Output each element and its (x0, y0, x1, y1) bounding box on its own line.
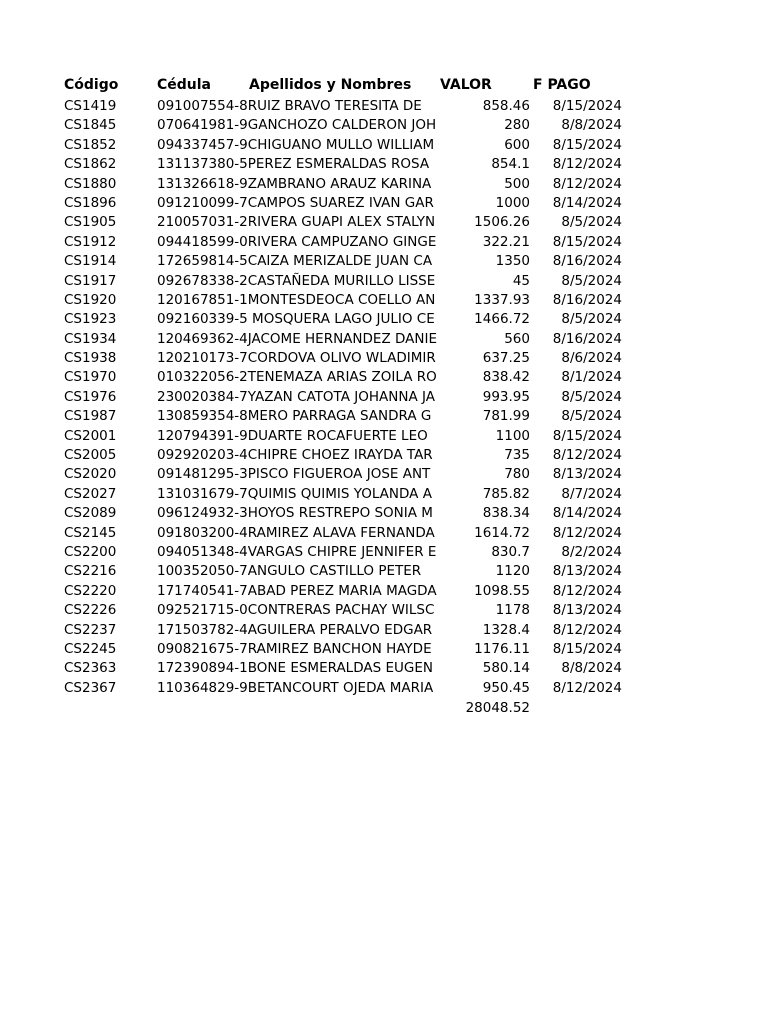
cedula-nombre-cell[interactable]: 070641981-9GANCHOZO CALDERON JOH (157, 117, 437, 134)
valor-cell[interactable]: 1337.93 (474, 291, 530, 308)
valor-cell[interactable]: 950.45 (482, 679, 530, 696)
fecha-cell[interactable]: 8/14/2024 (552, 505, 622, 522)
codigo-cell[interactable]: CS1912 (64, 233, 117, 250)
fecha-cell[interactable]: 8/5/2024 (561, 214, 622, 231)
fecha-cell[interactable]: 8/12/2024 (552, 175, 622, 192)
fecha-cell[interactable]: 8/16/2024 (552, 253, 622, 270)
header-codigo[interactable]: Código (64, 77, 119, 93)
cedula-nombre-cell[interactable]: 100352050-7ANGULO CASTILLO PETER (157, 563, 422, 580)
table-row (0, 194, 768, 213)
cedula-nombre-cell[interactable]: 090821675-7RAMIREZ BANCHON HAYDE (157, 640, 432, 657)
cedula-nombre-cell[interactable]: 171740541-7ABAD PEREZ MARIA MAGDA (157, 582, 437, 599)
valor-cell[interactable]: 580.14 (482, 660, 530, 677)
codigo-cell[interactable]: CS2200 (64, 543, 117, 560)
cedula-nombre-cell[interactable]: 130859354-8MERO PARRAGA SANDRA G (157, 408, 432, 425)
fecha-cell[interactable]: 8/5/2024 (561, 272, 622, 289)
valor-cell[interactable]: 560 (504, 330, 530, 347)
fecha-cell[interactable]: 8/1/2024 (561, 369, 622, 386)
header-nombres[interactable]: Apellidos y Nombres (249, 77, 412, 93)
header-row (0, 77, 768, 97)
table-row (0, 659, 768, 678)
table-row (0, 213, 768, 232)
valor-cell[interactable]: 1098.55 (474, 582, 530, 599)
fecha-cell[interactable]: 8/5/2024 (561, 388, 622, 405)
fecha-cell[interactable]: 8/16/2024 (552, 330, 622, 347)
valor-cell[interactable]: 280 (504, 117, 530, 134)
table-row (0, 291, 768, 310)
codigo-cell[interactable]: CS1905 (64, 214, 117, 231)
cedula-nombre-cell[interactable]: 210057031-2RIVERA GUAPI ALEX STALYN (157, 214, 436, 231)
table-row (0, 562, 768, 581)
cedula-nombre-cell[interactable]: 131031679-7QUIMIS QUIMIS YOLANDA A (157, 485, 432, 502)
codigo-cell[interactable]: CS2245 (64, 640, 117, 657)
codigo-cell[interactable]: CS1976 (64, 388, 117, 405)
codigo-cell[interactable]: CS2237 (64, 621, 117, 638)
valor-cell[interactable]: 735 (504, 447, 530, 464)
codigo-cell[interactable]: CS1896 (64, 194, 117, 211)
valor-cell[interactable]: 322.21 (482, 233, 530, 250)
cedula-nombre-cell[interactable]: 094051348-4VARGAS CHIPRE JENNIFER E (157, 543, 437, 560)
fecha-cell[interactable]: 8/6/2024 (561, 350, 622, 367)
table-row (0, 252, 768, 271)
valor-cell[interactable]: 1000 (495, 194, 530, 211)
fecha-cell[interactable]: 8/15/2024 (552, 98, 622, 114)
fecha-cell[interactable]: 8/13/2024 (552, 602, 622, 619)
fecha-cell[interactable]: 8/12/2024 (552, 524, 622, 541)
codigo-cell[interactable]: CS2216 (64, 563, 117, 580)
valor-cell[interactable]: 1176.11 (474, 640, 530, 657)
codigo-cell[interactable]: CS1987 (64, 408, 117, 425)
table-row (0, 524, 768, 543)
table-row (0, 116, 768, 135)
fecha-cell[interactable]: 8/12/2024 (552, 582, 622, 599)
table-row (0, 407, 768, 426)
codigo-cell[interactable]: CS2089 (64, 505, 117, 522)
cedula-nombre-cell[interactable]: 010322056-2TENEMAZA ARIAS ZOILA RO (157, 369, 437, 386)
table-row (0, 427, 768, 446)
fecha-cell[interactable]: 8/2/2024 (561, 543, 622, 560)
table-row (0, 175, 768, 194)
table-row (0, 465, 768, 484)
valor-cell[interactable]: 637.25 (482, 350, 530, 367)
cedula-nombre-cell[interactable]: 120210173-7CORDOVA OLIVO WLADIMIR (157, 350, 436, 367)
codigo-cell[interactable]: CS2226 (64, 602, 117, 619)
cedula-nombre-cell[interactable]: 091007554-8RUIZ BRAVO TERESITA DE (157, 98, 422, 114)
fecha-cell[interactable]: 8/15/2024 (552, 233, 622, 250)
valor-cell[interactable]: 1120 (495, 563, 530, 580)
cedula-nombre-cell[interactable]: 172390894-1BONE ESMERALDAS EUGEN (157, 660, 433, 677)
cedula-nombre-cell[interactable]: 091210099-7CAMPOS SUAREZ IVAN GAR (157, 194, 434, 211)
table-row (0, 155, 768, 174)
table-row (0, 621, 768, 640)
codigo-cell[interactable]: CS2145 (64, 524, 117, 541)
table-row (0, 330, 768, 349)
valor-cell[interactable]: 993.95 (482, 388, 530, 405)
cedula-nombre-cell[interactable]: 230020384-7YAZAN CATOTA JOHANNA JA (157, 388, 435, 405)
fecha-cell[interactable]: 8/8/2024 (561, 117, 622, 134)
fecha-cell[interactable]: 8/5/2024 (561, 408, 622, 425)
cedula-nombre-cell[interactable]: 094337457-9CHIGUANO MULLO WILLIAM (157, 136, 435, 153)
fecha-cell[interactable]: 8/15/2024 (552, 640, 622, 657)
codigo-cell[interactable]: CS1920 (64, 291, 117, 308)
table-row (0, 601, 768, 620)
table-row (0, 446, 768, 465)
codigo-cell[interactable]: CS1880 (64, 175, 117, 192)
cedula-nombre-cell[interactable]: 171503782-4AGUILERA PERALVO EDGAR (157, 621, 433, 638)
table-row (0, 272, 768, 291)
valor-cell[interactable]: 785.82 (482, 485, 530, 502)
cedula-nombre-cell[interactable]: 172659814-5CAIZA MERIZALDE JUAN CA (157, 253, 433, 270)
codigo-cell[interactable]: CS2363 (64, 660, 117, 677)
fecha-cell[interactable]: 8/15/2024 (552, 136, 622, 153)
codigo-cell[interactable]: CS2367 (64, 679, 117, 696)
codigo-cell[interactable]: CS2220 (64, 582, 117, 599)
fecha-cell[interactable]: 8/5/2024 (561, 311, 622, 328)
cedula-nombre-cell[interactable]: 092678338-2CASTAÑEDA MURILLO LISSE (157, 272, 436, 289)
cedula-nombre-cell[interactable]: 120794391-9DUARTE ROCAFUERTE LEO (157, 427, 428, 444)
codigo-cell[interactable]: CS1419 (64, 98, 117, 114)
codigo-cell[interactable]: CS2027 (64, 485, 117, 502)
valor-cell[interactable]: 500 (504, 175, 530, 192)
total-valor[interactable]: 28048.52 (465, 700, 530, 716)
fecha-cell[interactable]: 8/13/2024 (552, 466, 622, 483)
valor-cell[interactable]: 838.34 (482, 505, 530, 522)
table-row (0, 368, 768, 387)
cedula-nombre-cell[interactable]: 091803200-4RAMIREZ ALAVA FERNANDA (157, 524, 435, 541)
valor-cell[interactable]: 830.7 (491, 543, 530, 560)
cedula-nombre-cell[interactable]: 092521715-0CONTRERAS PACHAY WILSC (157, 602, 435, 619)
fecha-cell[interactable]: 8/12/2024 (552, 679, 622, 696)
data-rows (0, 97, 768, 698)
table-row (0, 640, 768, 659)
valor-cell[interactable]: 854.1 (491, 156, 530, 173)
table-row (0, 504, 768, 523)
cedula-nombre-cell[interactable]: 120469362-4JACOME HERNANDEZ DANIE (157, 330, 437, 347)
codigo-cell[interactable]: CS1923 (64, 311, 117, 328)
cedula-nombre-cell[interactable]: 094418599-0RIVERA CAMPUZANO GINGE (157, 233, 437, 250)
table-row (0, 349, 768, 368)
fecha-cell[interactable]: 8/12/2024 (552, 621, 622, 638)
cedula-nombre-cell[interactable]: 131137380-5PEREZ ESMERALDAS ROSA (157, 156, 430, 173)
codigo-cell[interactable]: CS2005 (64, 447, 117, 464)
cedula-nombre-cell[interactable]: 092920203-4CHIPRE CHOEZ IRAYDA TAR (157, 447, 433, 464)
codigo-cell[interactable]: CS1970 (64, 369, 117, 386)
valor-cell[interactable]: 600 (504, 136, 530, 153)
cedula-nombre-cell[interactable]: 096124932-3HOYOS RESTREPO SONIA M (157, 505, 433, 522)
valor-cell[interactable]: 858.46 (482, 98, 530, 114)
codigo-cell[interactable]: CS1917 (64, 272, 117, 289)
valor-cell[interactable]: 1506.26 (474, 214, 530, 231)
table-row (0, 543, 768, 562)
valor-cell[interactable]: 45 (512, 272, 530, 289)
cedula-nombre-cell[interactable]: 091481295-3PISCO FIGUEROA JOSE ANT (157, 466, 431, 483)
valor-cell[interactable]: 781.99 (482, 408, 530, 425)
valor-cell[interactable]: 1100 (495, 427, 530, 444)
fecha-cell[interactable]: 8/15/2024 (552, 427, 622, 444)
header-fpago[interactable]: F PAGO (533, 77, 591, 93)
fecha-cell[interactable]: 8/12/2024 (552, 156, 622, 173)
codigo-cell[interactable]: CS1914 (64, 253, 117, 270)
cedula-nombre-cell[interactable]: 120167851-1MONTESDEOCA COELLO AN (157, 291, 436, 308)
valor-cell[interactable]: 1466.72 (474, 311, 530, 328)
table-row (0, 136, 768, 155)
valor-cell[interactable]: 780 (504, 466, 530, 483)
table-row (0, 233, 768, 252)
table-row (0, 485, 768, 504)
codigo-cell[interactable]: CS1862 (64, 156, 117, 173)
table-row (0, 388, 768, 407)
valor-cell[interactable]: 1614.72 (474, 524, 530, 541)
fecha-cell[interactable]: 8/16/2024 (552, 291, 622, 308)
valor-cell[interactable]: 1178 (495, 602, 530, 619)
codigo-cell[interactable]: CS2020 (64, 466, 117, 483)
fecha-cell[interactable]: 8/13/2024 (552, 563, 622, 580)
cedula-nombre-cell[interactable]: 131326618-9ZAMBRANO ARAUZ KARINA (157, 175, 432, 192)
fecha-cell[interactable]: 8/12/2024 (552, 447, 622, 464)
fecha-cell[interactable]: 8/8/2024 (561, 660, 622, 677)
valor-cell[interactable]: 838.42 (482, 369, 530, 386)
codigo-cell[interactable]: CS1852 (64, 136, 117, 153)
valor-cell[interactable]: 1350 (495, 253, 530, 270)
cedula-nombre-cell[interactable]: 092160339-5 MOSQUERA LAGO JULIO CE (157, 311, 435, 328)
codigo-cell[interactable]: CS1938 (64, 350, 117, 367)
table-row (0, 97, 768, 116)
codigo-cell[interactable]: CS1845 (64, 117, 117, 134)
header-valor[interactable]: VALOR (440, 77, 492, 93)
header-cedula[interactable]: Cédula (157, 77, 212, 93)
fecha-cell[interactable]: 8/14/2024 (552, 194, 622, 211)
codigo-cell[interactable]: CS2001 (64, 427, 117, 444)
table-row (0, 582, 768, 601)
table-row (0, 310, 768, 329)
table-row (0, 679, 768, 698)
cedula-nombre-cell[interactable]: 110364829-9BETANCOURT OJEDA MARIA (157, 679, 434, 696)
valor-cell[interactable]: 1328.4 (482, 621, 530, 638)
codigo-cell[interactable]: CS1934 (64, 330, 117, 347)
fecha-cell[interactable]: 8/7/2024 (561, 485, 622, 502)
